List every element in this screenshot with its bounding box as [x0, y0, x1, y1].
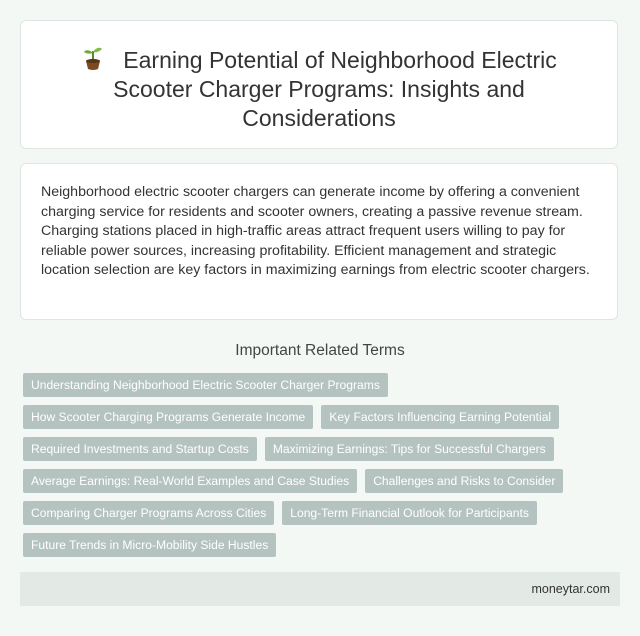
term-tag[interactable]: Long-Term Financial Outlook for Participants — [282, 501, 537, 525]
summary-card — [20, 163, 618, 320]
term-tag[interactable]: Challenges and Risks to Consider — [365, 469, 563, 493]
term-tag[interactable]: Key Factors Influencing Earning Potential — [321, 405, 559, 429]
footer-site-link[interactable]: moneytar.com — [531, 582, 610, 596]
term-tag[interactable]: Average Earnings: Real-World Examples and Case Studies — [23, 469, 357, 493]
term-tag[interactable]: Required Investments and Startup Costs — [23, 437, 257, 461]
page-title — [61, 45, 577, 133]
term-tag[interactable]: Maximizing Earnings: Tips for Successful Chargers — [265, 437, 554, 461]
term-row — [23, 469, 623, 493]
footer-bar — [20, 572, 620, 606]
page-title-text: Earning Potential of Neighborhood Electric Scooter Charger Programs: Insights and Considerations — [113, 47, 557, 131]
related-terms-list — [23, 373, 623, 565]
term-tag[interactable]: Comparing Charger Programs Across Cities — [23, 501, 274, 525]
term-tag[interactable]: How Scooter Charging Programs Generate Income — [23, 405, 313, 429]
term-row — [23, 405, 623, 429]
related-terms-heading: Important Related Terms — [235, 342, 405, 359]
term-row — [23, 501, 623, 525]
term-tag[interactable]: Understanding Neighborhood Electric Scooter Charger Programs — [23, 373, 388, 397]
title-card — [20, 20, 618, 149]
term-row — [23, 373, 623, 397]
term-row — [23, 437, 623, 461]
summary-paragraph: Neighborhood electric scooter chargers can generate income by offering a convenient charging service for residents and scooter owners, creating a passive revenue stream. Charging stations placed in high-traffic areas attract frequent users willing to pay for reliable power sources, increasing profitability. Efficient management and strategic location selection are key factors in maximizing earnings from electric scooter chargers. — [41, 184, 590, 279]
sprout-icon — [81, 45, 105, 71]
term-row — [23, 533, 623, 557]
term-tag[interactable]: Future Trends in Micro-Mobility Side Hustles — [23, 533, 276, 557]
